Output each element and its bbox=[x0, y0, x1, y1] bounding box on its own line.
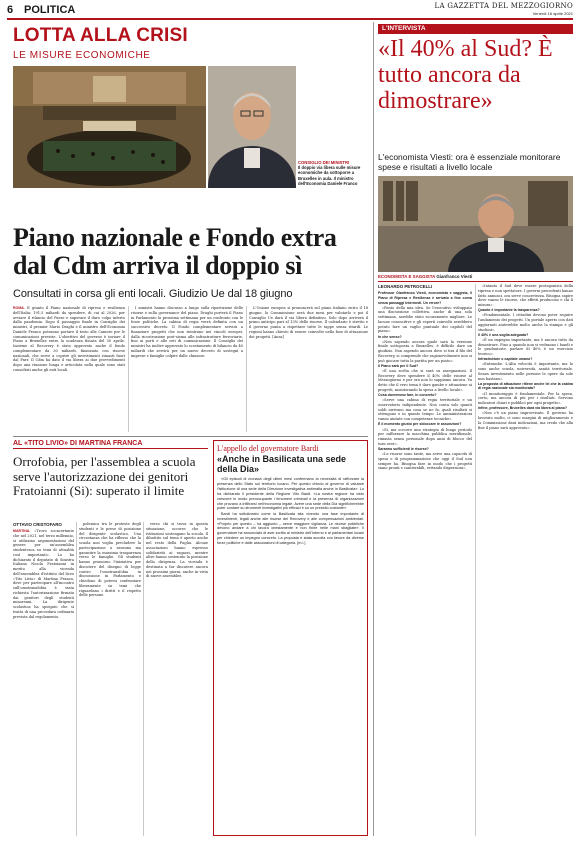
lower-left-col2 bbox=[79, 522, 141, 836]
appeal-col1-text: «Gli episodi di cronaca degli ultimi mesi confermano la necessità di rafforzare la presenza dello Stato sul territorio lucano. Per questo chiedo al governo di valutare l'istituzione di una sede della Direzione investigativa antimafia anche in Basilicata». Lo ha dichiarato il presidente della Regione Vito Bardi. «La nostra regione ha visto crescere in modo preoccupante i fenomeni criminali e la presenza di organizzazioni che provano a infiltrarsi nell'economia legale. Avere una sede della Dia significherebbe poter contare su strumenti investigativi più efficaci e su un presidio costante». bbox=[217, 477, 364, 511]
interview-byline: LEONARDO PETROCELLI bbox=[378, 284, 433, 289]
interview-col2 bbox=[478, 284, 573, 836]
interview-photo-caption bbox=[378, 274, 573, 279]
interview-question: Quanto è importante la trasparenza? bbox=[478, 308, 540, 313]
lower-left-tag: AL «TITO LIVIO» DI MARTINA FRANCA bbox=[13, 440, 208, 449]
lower-left-col2-text: polemica tra le proteste degli studenti e le prese di posizione del dirigente scolastico. Una circostanza che ha riflesso che la scuola non voglia precludere la partecipazione a nessuno ma garantire la massima trasparenza verso le famiglie. Gli studenti hanno promosso l'iniziativa per discutere del disegno di legge contro l'omotransfobia in discussione in Parlamento e chiedono di potersi confrontare liberamente su temi che riguardano i diritti e il rispetto delle persone. bbox=[79, 522, 141, 598]
appeal-body bbox=[217, 477, 364, 837]
main-body-col2 bbox=[131, 306, 243, 432]
interview-photo-caption-title: ECONOMISTA E SAGGISTA bbox=[378, 274, 436, 279]
interview-question: È il momento giusto per sbloccare le assunzioni? bbox=[378, 422, 462, 427]
photo-caption bbox=[298, 160, 368, 186]
main-body-col3 bbox=[249, 306, 368, 432]
header-rule bbox=[7, 18, 573, 20]
masthead: LA GAZZETTA DEL MEZZOGIORNO bbox=[434, 2, 573, 10]
interview-question: Saranno sufficienti le risorse? bbox=[378, 446, 429, 451]
interview-answer: «È un impegno importante, ma è ancora tutto da dimostrare. Fino a quando non si vedranno i bandi e le graduatorie, parlare di 40% è un esercizio teorico». bbox=[478, 337, 573, 357]
interview-answer: «Non sapendo ancora quale sarà la versione finale sottoposta a Bruxelles, è difficile dare un giudizio. Non sapendo ancora dove si tira il filo del Recovery, si comprende che ragionevolmente non si può giocare tutta la partita per un posto». bbox=[378, 339, 472, 363]
photo-caption-title: CONSIGLIO DEI MINISTRI bbox=[298, 160, 350, 165]
appeal-tag: L'appello del governatore Bardi bbox=[217, 444, 319, 453]
interview-answer: «È una scelta che si sarà su assegnazioni. Il Recovery deve spendere il 40% delle risorse al Mezzogiorno e per ora non lo sappiamo ancora. Va detto che il vero tema è dare gambe e attuazione ai progetti, monitorando la spesa a livello locale». bbox=[378, 368, 472, 392]
interview-answer: «Il monitoraggio è fondamentale. Per la spesa, certo, ma ancora di più per i risultati. Servono indicatori chiari e pubblici per ogni progetto». bbox=[478, 391, 573, 406]
main-body-col1 bbox=[13, 306, 125, 432]
lower-left-byline: OTTAVIO CRISTOFARO bbox=[13, 522, 62, 527]
interview-question: Professor Gianfranco Viesti, economista e saggista, il Piano di Ripresa e Resilienza è arrivato a fine corsa senza passaggi intermedi. Un errore? bbox=[378, 291, 472, 305]
interview-answer: «Fondamentale. I cittadini devono poter seguire l'andamento dei progetti. Un portale aperto con dati aggiornati aiuterebbe molto anche la stampa e gli studiosi». bbox=[478, 313, 573, 332]
lower-left-col3 bbox=[146, 522, 208, 836]
interview-tag-label: L'INTERVISTA bbox=[382, 25, 426, 32]
interview-question: Il Piano sarà per il Sud? bbox=[378, 363, 419, 368]
interview-question: Cosa dovremmo fare, in concreto? bbox=[378, 393, 437, 398]
topic-subkicker: LE MISURE ECONOMICHE bbox=[13, 50, 151, 61]
interview-answer: «Entrambe. L'Alta velocità è importante, ma lo sono anche scuola, università, sanità territoriale. Senza investimento nelle persone le opere da sole non bastano». bbox=[478, 362, 573, 381]
lower-left-headline: Orrofobia, per l'assemblea a scuola serve l'autorizzazione dei genitori Fratoianni (Si): superato il limite bbox=[13, 454, 196, 498]
interview-headline: «Il 40% al Sud? È tutto ancora da dimostrare» bbox=[378, 36, 553, 114]
interview-question: In che senso? bbox=[378, 334, 402, 339]
lower-left-col3-text: verso chi si trova in questa situazione, occorre che le istituzioni sostengano la scuola. Il dibattito sul tema è aperto anche nel resto della Puglia. Alcune associazioni hanno espresso solidarietà ai ragazzi, mentre altre hanno sostenuto la posizione della dirigenza. La vicenda è destinata a far discutere ancora nei prossimi giorni, anche in vista di nuove assemblee. bbox=[146, 522, 208, 579]
appeal-col2-text: Bardi ha sottolineato come la Basilicata stia vivendo una fase importante di investimenti, legati anche alle risorse del Recovery e alle compensazioni ambientali. «Proprio per questo – ha aggiunto – serve maggiore vigilanza. Le risorse pubbliche devono andare a chi lavora onestamente e non finire nelle mani sbagliate». Il governatore ha annunciato di aver scritto al ministro dell'Interno e ai parlamentari lucani per chiedere un impegno concreto. La proposta è stata accolta con favore da diverse forze politiche e dalle associazioni di categoria. [m.l.] bbox=[217, 511, 364, 546]
issue-date: Venerdì 16 aprile 2021 bbox=[532, 11, 573, 16]
interview-photo-caption-name: Gianfranco Viesti bbox=[436, 274, 473, 279]
interview-answer: «Serve una cabina di regia territoriale e un osservatorio indipendente. Non conta solo quanti soldi arrivano ma cosa se ne fa, quali risultati si ottengono e in quanto tempo. Le amministrazioni vanno aiutate con competenze tecniche». bbox=[378, 398, 472, 422]
appeal-box bbox=[213, 440, 368, 836]
appeal-headline: «Anche in Basilicata una sede della Dia» bbox=[217, 454, 347, 474]
interview-answer: «Non c'è un piano improvvisato. Il governo ha lavorato molto, ci sono margini di miglioramento e la Commissione darà indicazioni, ma credo che alla fine il piano sarà approvato». bbox=[478, 411, 573, 430]
minister-photo bbox=[208, 66, 296, 188]
interview-answer: «Sì, ma occorre una strategia di lungo periodo per rafforzare la macchina pubblica meridionale, rimasta senza personale dopo anni di blocco del turn over». bbox=[378, 427, 472, 446]
page-number: 6 bbox=[7, 4, 14, 16]
photo-caption-text: Il doppio via libera sulle misure economiche da sottoporre a Bruxelles in aula. Il ministro dell'Economia Daniele Franco bbox=[298, 165, 361, 186]
interview-question: Infrastrutture o capitale umano? bbox=[478, 357, 533, 362]
main-dateline: ROMA. bbox=[13, 306, 25, 310]
interview-col1 bbox=[378, 291, 472, 836]
header-bar bbox=[7, 4, 573, 18]
interview-tag bbox=[378, 24, 573, 34]
lower-left-col1-text: «Trovo sconcertante che nel 2021, nel terzo millennio, si utilizzino argomentazioni del genere per un'assemblea studentesca su temi di attualità così importanti». Lo ha dichiarato il deputato di Sinistra Italiana Nicola Fratoianni in merito alla vicenda dell'assemblea d'istituto del liceo «Tito Livio» di Martina Franca, dove per partecipare all'incontro sull'omotransfobia è stata richiesta l'autorizzazione firmata dai genitori degli studenti minorenni. La dirigente scolastica ha spiegato che si tratta di una procedura ordinaria prevista dal regolamento. bbox=[13, 529, 74, 619]
main-col3-text: L'Unione europea si pronuncerà sul piano italiano entro il 18 giugno: la Commissione avrà due mesi per valutarlo e poi il Consiglio Ue darà il via libera definitivo. Solo dopo arriverà il primo anticipo pari al 13% delle risorse. Il calendario è stretto e il governo punta a rispettare tutte le tappe senza ritardi. Le regioni hanno chiesto di essere coinvolte nella fase di attuazione dei progetti. [Ansa] bbox=[249, 306, 368, 339]
interview-photo bbox=[378, 176, 573, 272]
interview-subhead: L'economista Viesti: ora è essenziale monitorare spese e risultati a livello locale bbox=[378, 152, 561, 172]
interview-answer: «Le risorse sono tante, ma serve una capacità di spesa e di programmazione che oggi il Sud non sempre ha. Bisogna fare in modo che i progetti siano pronti e cantierabili, evitando dispersioni». bbox=[378, 452, 472, 471]
main-col2-text: I ministri hanno discusso a lungo sulla ripartizione delle risorse e sulla governance del piano. Draghi porterà il Piano in Parlamento la prossima settimana per un confronto con le forze politiche. La cabina di regia verrà definita con un successivo decreto. Il Fondo complementare servirà a finanziare progetti che non rientrano nei vincoli europei, dalla ricostruzione post-sisma alle infrastrutture ferroviarie, fino ai porti e alle reti di comunicazione. Il Consiglio dei ministri ha inoltre approvato lo scostamento di bilancio da 40 miliardi che servirà per un nuovo decreto di sostegni a imprese e famiglie colpite dalle chiusure. bbox=[131, 306, 243, 358]
main-subhead: Consultati in corsa gli enti locali. Giudizio Ue dal 18 giugno bbox=[13, 288, 293, 300]
topic-kicker: LOTTA ALLA CRISI bbox=[13, 25, 188, 46]
section-label: POLITICA bbox=[24, 4, 76, 16]
lower-left-dateline: MARTINA. bbox=[13, 529, 31, 533]
interview-answer: «Resto della mia idea. Se l'esecutivo sviluppato una discussione collettiva, anche di una sola settimana, sarebbe stato sicuramente migliore. Le lacune conoscitive e gli esperti coinvolti avrebbero potuto fare un vaglio puntuale dei capitoli del piano». bbox=[378, 305, 472, 334]
interview-answer: «Intanto il Sud deve essere protagonista della ripresa e non spettatore. I governi precedenti hanno fatto annunci, ora serve concretezza. Bisogna capire dove vanno le risorse, che effetti producono e chi li misura». bbox=[478, 284, 573, 307]
main-headline: Piano nazionale e Fondo extra dal Cdm arriva il doppio sì bbox=[13, 223, 337, 280]
interview-question: Infine, professore, Bruxelles darà via libera al piano? bbox=[478, 406, 568, 411]
main-col1-text: È giunto il Piano nazionale di ripresa e resilienza dell'Italia: 191,5 miliardi da spendere, di cui al 2026, per avviare il rilancio del Paese e superare il duro colpo inferto dalla pandemia. Dopo il passaggio finale in Consiglio dei ministri, il premier Mario Draghi e il ministro dell'Economia Daniele Franco potranno portare il testo alle Camere per le comunicazioni previste. L'obiettivo del governo è inviare il Piano a Bruxelles entro la scadenza fissata del 30 aprile. Insieme al Recovery è stato approvato anche il fondo complementare da 30 miliardi, finanziato con risorse nazionali, che serve a coprire gli investimenti rimasti fuori dal Pnrr. Il Cdm ha dato il via libera ai due provvedimenti dopo una riunione lunga e articolata nella quale sono stati consultati anche gli enti locali. bbox=[13, 306, 125, 372]
parliament-photo bbox=[13, 66, 206, 188]
interview-question: Il 40% è una soglia adeguata? bbox=[478, 332, 529, 337]
lower-left-col1 bbox=[13, 529, 74, 836]
interview-question: La proposta di attuazione ritiene anche lei che la cabina di regia nazionale sia monitorata? bbox=[478, 381, 573, 391]
